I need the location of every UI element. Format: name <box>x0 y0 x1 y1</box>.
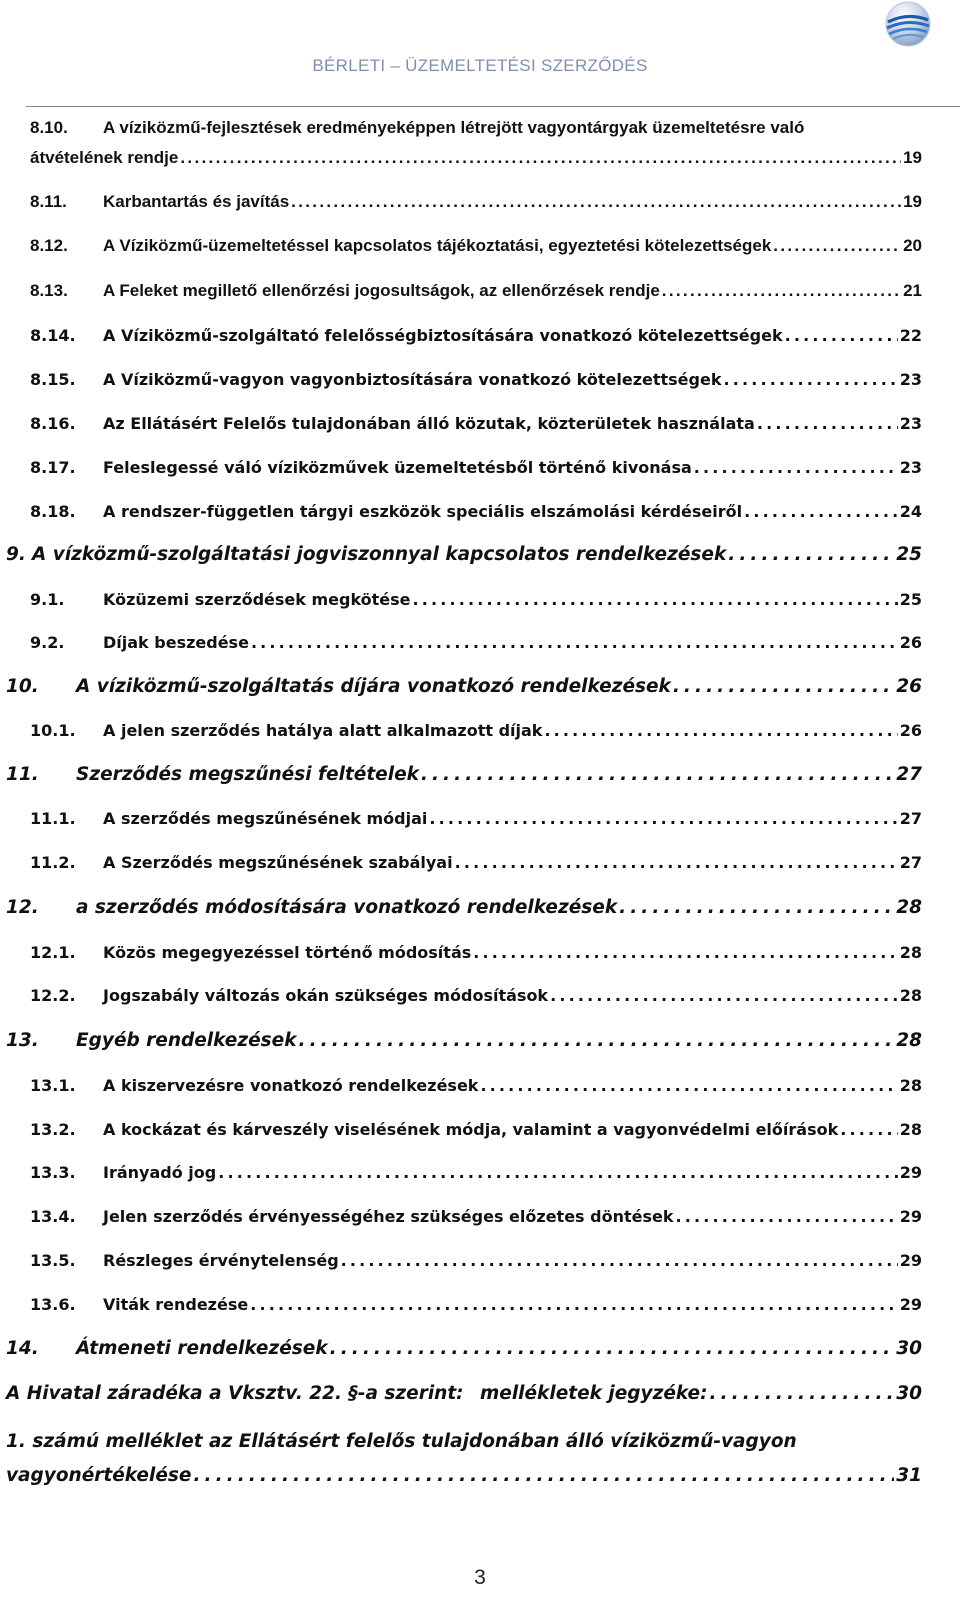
toc-entry-13-2[interactable] <box>30 1120 922 1139</box>
toc-entry-number: 9.2. <box>30 633 65 652</box>
toc-entry-page: 28 <box>899 986 922 1005</box>
dot-leader <box>728 544 894 565</box>
toc-entry-number: 9. <box>6 544 26 565</box>
dot-leader <box>675 1207 897 1226</box>
toc-entry-title: Jogszabály változás okán szükséges módosítások <box>103 986 549 1005</box>
dot-leader <box>421 764 894 785</box>
toc-entry-14[interactable] <box>6 1338 922 1359</box>
toc-entry-title: Feleslegessé váló víziközművek üzemeltetésből történő kivonása <box>103 458 692 477</box>
dot-leader <box>180 148 901 168</box>
toc-entry-number: 8.17. <box>30 458 76 477</box>
toc-entry-8-14[interactable] <box>30 326 922 345</box>
toc-entry-number: 11.2. <box>30 853 76 872</box>
toc-entry-number: 9.1. <box>30 590 65 609</box>
toc-entry-title: A Víziközmű-szolgáltató felelősségbiztosítására vonatkozó kötelezettségek <box>103 326 783 345</box>
toc-entry-title: A víziközmű-fejlesztések eredményeképpen létrejött vagyontárgyak üzemeltetésre való <box>103 118 805 137</box>
toc-entry-title: Közös megegyezéssel történő módosítás <box>103 943 472 962</box>
toc-entry-9-2[interactable] <box>30 633 922 652</box>
toc-entry-page: 30 <box>896 1338 922 1359</box>
toc-entry-number: 11. <box>6 764 39 785</box>
toc-entry-number: 13. <box>6 1030 39 1051</box>
dot-leader <box>193 1465 894 1486</box>
toc-entry-title-cont: vagyonértékelése <box>6 1465 192 1486</box>
toc-entry-page: 26 <box>899 721 922 740</box>
dot-leader <box>544 721 897 740</box>
toc-entry-number: 13.2. <box>30 1120 76 1139</box>
toc-entry-page: 24 <box>899 502 922 521</box>
toc-entry-title: A Feleket megillető ellenőrzési jogosultságok, az ellenőrzések rendje <box>103 281 660 300</box>
toc-entry-11-2[interactable] <box>30 853 922 872</box>
toc-entry-number: 8.14. <box>30 326 76 345</box>
dot-leader <box>744 502 898 521</box>
toc-entry-title: A Szerződés megszűnésének szabályai <box>103 853 453 872</box>
toc-entry-number: 13.4. <box>30 1207 76 1226</box>
toc-entry-number: 8.18. <box>30 502 76 521</box>
toc-entry-number: 12.2. <box>30 986 76 1005</box>
toc-entry-9-1[interactable] <box>30 590 922 609</box>
dot-leader <box>480 1076 897 1095</box>
toc-entry-title: A kockázat és kárveszély viselésének módja, valamint a vagyonvédelmi előírások <box>103 1120 839 1139</box>
dot-leader <box>218 1163 898 1182</box>
dot-leader <box>694 458 898 477</box>
toc-entry-page: 19 <box>903 148 922 167</box>
toc-entry-page: 27 <box>899 853 922 872</box>
toc-entry-12-2[interactable] <box>30 986 922 1005</box>
dot-leader <box>299 1030 895 1051</box>
toc-entry-number: 8.11. <box>30 192 67 211</box>
toc-entry-page: 25 <box>896 544 922 565</box>
document-title: BÉRLETI – ÜZEMELTETÉSI SZERZŐDÉS <box>312 56 648 75</box>
toc-entry-title: Átmeneti rendelkezések <box>76 1338 328 1359</box>
toc-entry-title: Részleges érvénytelenség <box>103 1251 339 1270</box>
dot-leader <box>473 943 897 962</box>
toc-entry-8-17[interactable] <box>30 458 922 477</box>
dot-leader <box>785 326 898 345</box>
toc-entry-number: 12. <box>6 897 39 918</box>
dot-leader <box>341 1251 898 1270</box>
toc-entry-page: 20 <box>903 236 922 255</box>
toc-entry-title: 1. számú melléklet az Ellátásért felelős tulajdonában álló víziközmű-vagyon <box>6 1431 797 1452</box>
toc-entry-page: 29 <box>899 1207 922 1226</box>
toc-entry-number: 13.6. <box>30 1295 76 1314</box>
toc-entry-number: 11.1. <box>30 809 76 828</box>
toc-entry-title: Az Ellátásért Felelős tulajdonában álló közutak, közterületek használata <box>103 414 755 433</box>
toc-entry-8-12[interactable] <box>30 236 922 256</box>
toc-entry-number: 10. <box>6 676 39 697</box>
toc-entry-11-1[interactable] <box>30 809 922 828</box>
dot-leader <box>250 1295 898 1314</box>
page-number: 3 <box>474 1566 486 1589</box>
toc-entry-8-15[interactable] <box>30 370 922 389</box>
toc-entry-page: 28 <box>899 1076 922 1095</box>
dot-leader <box>723 370 897 389</box>
dot-leader <box>662 281 901 301</box>
toc-entry-13-5[interactable] <box>30 1251 922 1270</box>
toc-entry-title: Karbantartás és javítás <box>103 192 290 211</box>
dot-leader <box>455 853 898 872</box>
toc-entry-page: 26 <box>896 676 922 697</box>
toc-entry-page: 29 <box>899 1163 922 1182</box>
toc-entry-page: 30 <box>896 1383 922 1404</box>
toc-entry-8-13[interactable] <box>30 281 922 301</box>
toc-entry-page: 26 <box>899 633 922 652</box>
toc-entry-page: 25 <box>899 590 922 609</box>
dot-leader <box>709 1383 894 1404</box>
toc-entry-title: Közüzemi szerződések megkötése <box>103 590 411 609</box>
toc-entry-title: Díjak beszedése <box>103 633 249 652</box>
dot-leader <box>550 986 898 1005</box>
toc-entry-10[interactable] <box>6 676 922 697</box>
toc-entry-title: A rendszer-független tárgyi eszközök speciális elszámolási kérdéseiről <box>103 502 743 521</box>
toc-entry-title: A Hivatal záradéka a Vksztv. 22. §-a szerint: <box>6 1383 464 1404</box>
toc-entry-page: 28 <box>899 1120 922 1139</box>
toc-entry-title: A vízközmű-szolgáltatási jogviszonnyal kapcsolatos rendelkezések <box>32 544 727 565</box>
toc-entry-title: Jelen szerződés érvényességéhez szükséges előzetes döntések <box>103 1207 674 1226</box>
toc-entry-title: A Víziközmű-üzemeltetéssel kapcsolatos tájékoztatási, egyeztetési kötelezettségek <box>103 236 772 255</box>
toc-entry-13-3[interactable] <box>30 1163 922 1182</box>
toc-entry-8-16[interactable] <box>30 414 922 433</box>
toc-entry-title: A szerződés megszűnésének módjai <box>103 809 428 828</box>
toc-entry-page: 29 <box>899 1251 922 1270</box>
toc-entry-12[interactable] <box>6 897 922 918</box>
toc-entry-page: 31 <box>896 1465 922 1486</box>
toc-entry-page: 28 <box>896 1030 922 1051</box>
toc-entry-title: a szerződés módosítására vonatkozó rendelkezések <box>76 897 618 918</box>
toc-entry-number: 8.12. <box>30 236 68 255</box>
toc-entry-13-4[interactable] <box>30 1207 922 1226</box>
dot-leader <box>413 590 898 609</box>
toc-entry-title: Irányadó jog <box>103 1163 217 1182</box>
dot-leader <box>251 633 898 652</box>
dot-leader <box>773 236 901 256</box>
dot-leader <box>757 414 898 433</box>
toc-entry-11[interactable] <box>6 764 922 785</box>
toc-entry-page: 28 <box>896 897 922 918</box>
dot-leader <box>840 1120 898 1139</box>
toc-entry-13-6[interactable] <box>30 1295 922 1314</box>
toc-entry-page: 22 <box>899 326 922 345</box>
toc-entry-number: 10.1. <box>30 721 76 740</box>
toc-entry-title: Szerződés megszűnési feltételek <box>76 764 419 785</box>
toc-entry-title: Viták rendezése <box>103 1295 249 1314</box>
toc-entry-page: 29 <box>899 1295 922 1314</box>
dot-leader <box>291 192 901 212</box>
toc-entry-number: 8.15. <box>30 370 76 389</box>
toc-entry-number: 13.5. <box>30 1251 76 1270</box>
dot-leader <box>673 676 894 697</box>
toc-entry-title: A kiszervezésre vonatkozó rendelkezések <box>103 1076 479 1095</box>
toc-entry-10-1[interactable] <box>30 721 922 740</box>
toc-entry-title-cont: átvételének rendje <box>30 148 179 167</box>
toc-entry-page: 27 <box>896 764 922 785</box>
toc-entry-hivatal[interactable] <box>6 1383 922 1404</box>
toc-entry-number: 13.1. <box>30 1076 76 1095</box>
toc-entry-8-18[interactable] <box>30 502 922 521</box>
dot-leader <box>330 1338 895 1359</box>
dot-leader <box>619 897 894 918</box>
toc-entry-title: A jelen szerződés hatálya alatt alkalmazott díjak <box>103 721 543 740</box>
toc-entry-number: 8.10. <box>30 118 68 137</box>
toc-entry-number: 12.1. <box>30 943 76 962</box>
toc-entry-title: A víziközmű-szolgáltatás díjára vonatkozó rendelkezések <box>76 676 671 697</box>
toc-entry-9[interactable] <box>6 544 922 565</box>
toc-entry-page: 27 <box>899 809 922 828</box>
toc-entry-number: 8.13. <box>30 281 68 300</box>
toc-entry-page: 28 <box>899 943 922 962</box>
toc-entry-number: 8.16. <box>30 414 76 433</box>
toc-entry-13[interactable] <box>6 1030 922 1051</box>
toc-entry-number: 13.3. <box>30 1163 76 1182</box>
toc-entry-number: 14. <box>6 1338 39 1359</box>
toc-entry-title: A Víziközmű-vagyon vagyonbiztosítására vonatkozó kötelezettségek <box>103 370 722 389</box>
toc-entry-page: 21 <box>903 281 922 300</box>
toc-entry-page: 19 <box>903 192 922 211</box>
toc-entry-title-2: mellékletek jegyzéke: <box>480 1383 708 1404</box>
toc-entry-8-11[interactable] <box>30 192 922 212</box>
dot-leader <box>429 809 897 828</box>
toc-entry-13-1[interactable] <box>30 1076 922 1095</box>
toc-entry-12-1[interactable] <box>30 943 922 962</box>
toc-entry-page: 23 <box>899 458 922 477</box>
toc-entry-title: Egyéb rendelkezések <box>76 1030 297 1051</box>
toc-entry-page: 23 <box>899 414 922 433</box>
toc-entry-page: 23 <box>899 370 922 389</box>
